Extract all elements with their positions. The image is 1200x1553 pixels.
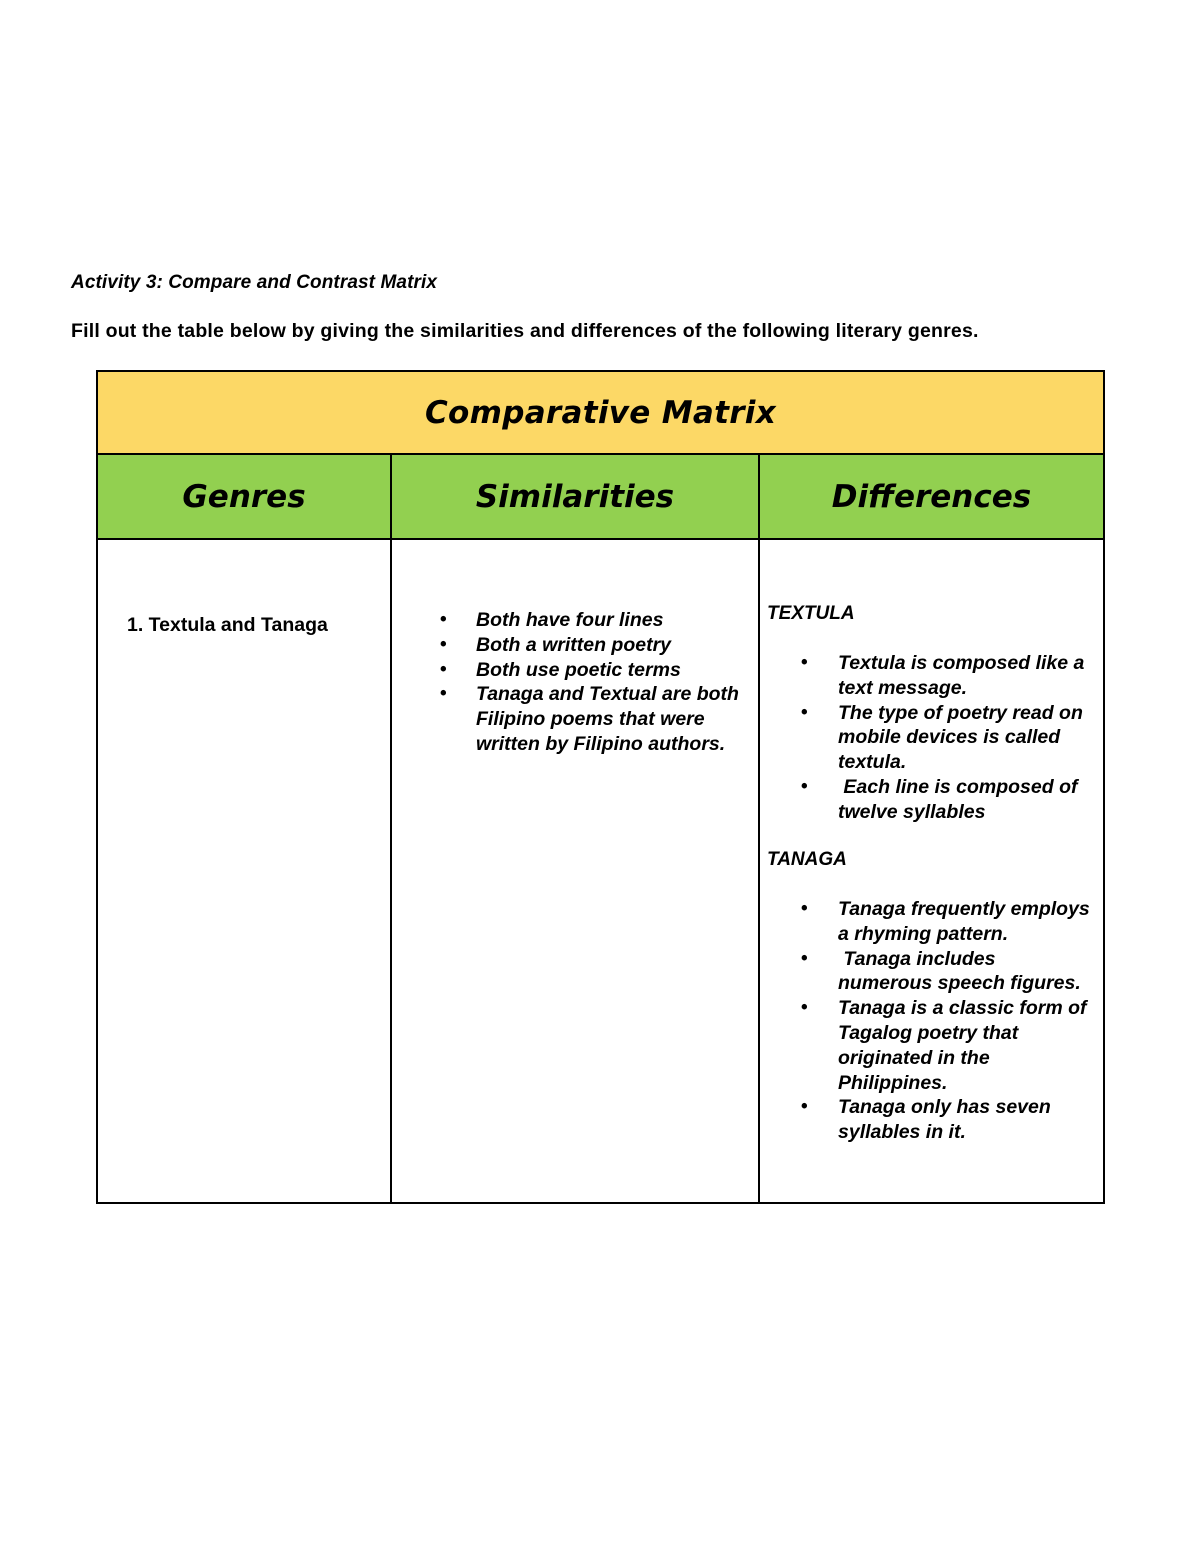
activity-title: Activity 3: Compare and Contrast Matrix	[71, 272, 438, 293]
tanaga-heading: TANAGA	[767, 849, 847, 870]
list-item: • Each line is composed of twelve syllables	[801, 775, 1083, 823]
table-row	[98, 540, 1103, 1202]
matrix-title: Comparative Matrix	[424, 394, 777, 431]
bullet-icon: •	[801, 997, 808, 1019]
differences-cell	[760, 540, 1103, 1202]
tanaga-differences-list	[801, 897, 1093, 1145]
bullet-icon: •	[801, 775, 808, 797]
list-item: • Textula is composed like a text message.	[801, 652, 1085, 699]
header-row	[98, 455, 1103, 540]
list-item: • Tanaga frequently employs a rhyming pattern.	[801, 898, 1090, 945]
comparative-matrix-table	[96, 370, 1105, 1204]
list-item: • Both a written poetry	[440, 633, 672, 656]
header-genres: Genres	[98, 455, 392, 538]
instructions-text: Fill out the table below by giving the similarities and differences of the following literary genres.	[71, 320, 979, 342]
bullet-icon: •	[801, 1096, 808, 1118]
bullet-icon: •	[440, 683, 447, 705]
matrix-title-row	[98, 372, 1103, 455]
textula-heading: TEXTULA	[767, 603, 855, 624]
list-item: • Both use poetic terms	[440, 658, 681, 681]
list-item: • Tanaga is a classic form of Tagalog poetry that originated in the Philippines.	[801, 997, 1087, 1094]
list-item: • Tanaga includes numerous speech figures.	[801, 947, 1081, 995]
genre-cell	[98, 540, 392, 1202]
bullet-icon: •	[801, 652, 808, 673]
bullet-icon: •	[440, 609, 447, 630]
list-item: • Tanaga only has seven syllables in it.	[801, 1096, 1051, 1144]
list-item: • Both have four lines	[440, 609, 664, 631]
list-item: • The type of poetry read on mobile devices is called textula.	[801, 701, 1083, 774]
bullet-icon: •	[801, 947, 808, 969]
bullet-icon: •	[440, 633, 447, 655]
similarities-list	[440, 608, 746, 757]
similarities-cell	[392, 540, 760, 1202]
bullet-icon: •	[801, 701, 808, 723]
list-item: • Tanaga and Textual are both Filipino poems that were written by Filipino authors.	[440, 683, 739, 755]
header-differences: Differences	[831, 478, 1032, 515]
bullet-icon: •	[440, 658, 447, 680]
bullet-icon: •	[801, 898, 808, 919]
textula-differences-list	[801, 651, 1093, 825]
genre-label: 1. Textula and Tanaga	[127, 614, 328, 636]
header-similarities: Similarities	[392, 455, 760, 538]
